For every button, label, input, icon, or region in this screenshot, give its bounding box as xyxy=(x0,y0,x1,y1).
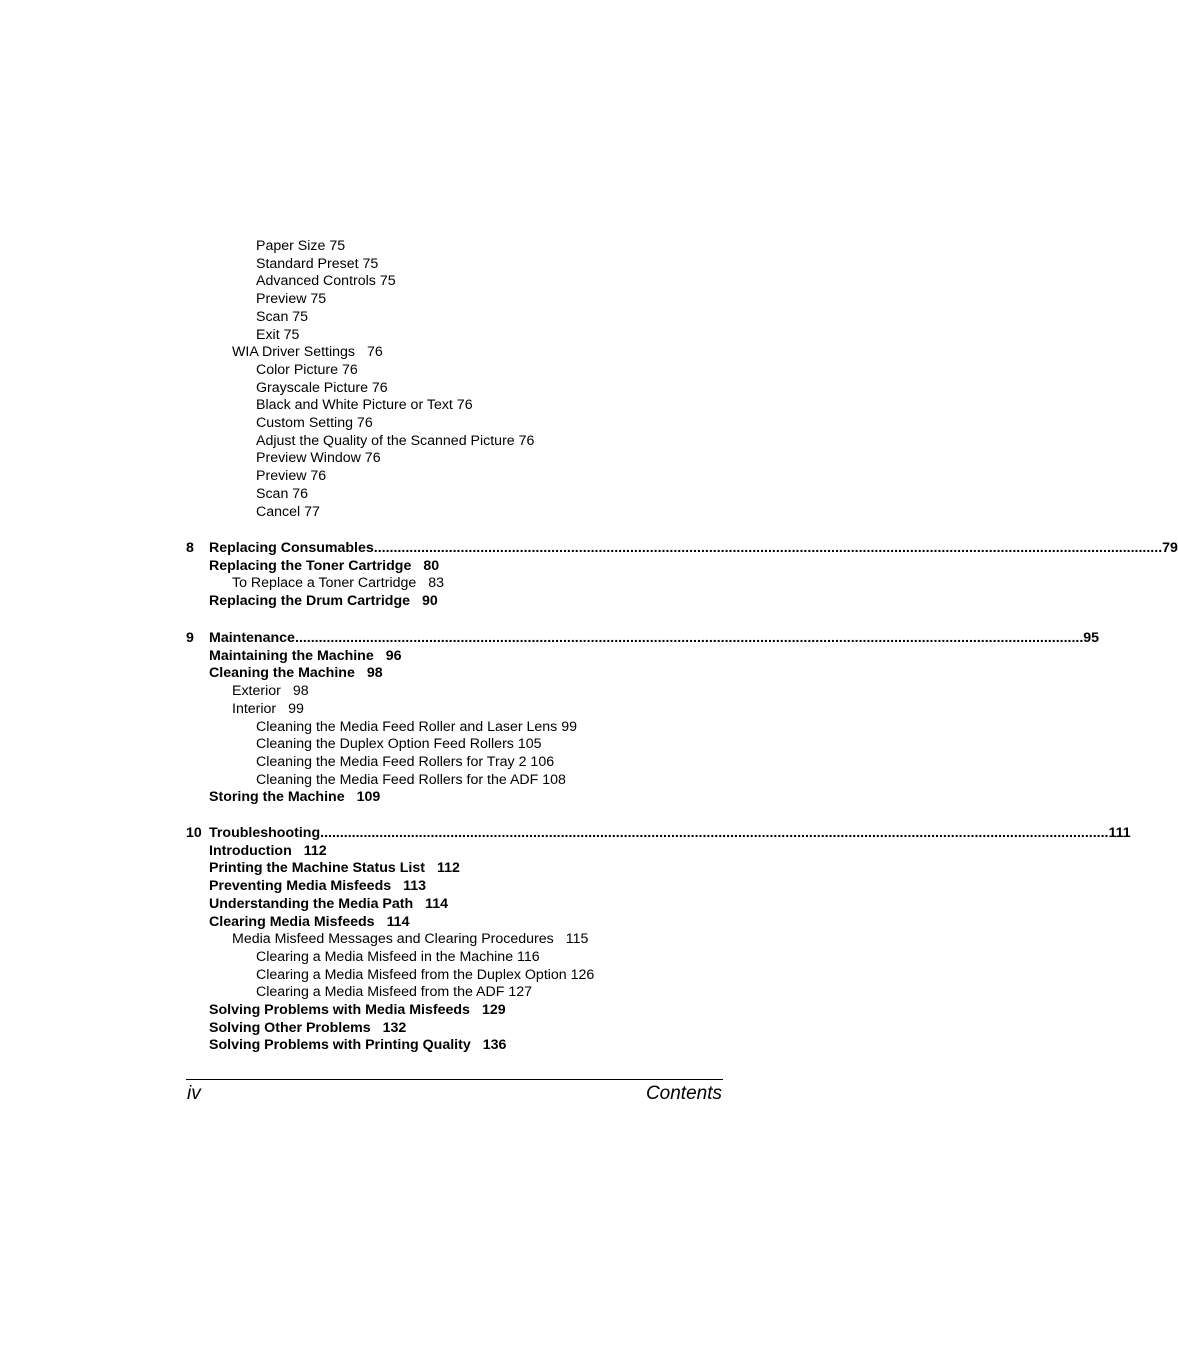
toc-section-entry[interactable] xyxy=(186,593,723,611)
toc-section-entry[interactable] xyxy=(186,1002,723,1020)
toc-entry-title: Grayscale Picture 76 xyxy=(256,379,388,396)
toc-subsubsection-entry[interactable] xyxy=(186,486,723,504)
toc-subsubsection-entry[interactable] xyxy=(186,309,723,327)
toc-entry-title: Solving Problems with Media Misfeeds xyxy=(209,1002,470,1018)
footer-section-title: Contents xyxy=(645,1083,722,1104)
toc-section-entry[interactable] xyxy=(186,896,723,914)
toc-subsubsection-entry[interactable] xyxy=(186,736,723,754)
toc-subsubsection-entry[interactable] xyxy=(186,504,723,522)
toc-subsubsection-entry[interactable] xyxy=(186,238,723,256)
toc-section-entry[interactable] xyxy=(186,914,723,932)
chapter-page: 79 xyxy=(1162,540,1178,556)
chapter-page: 95 xyxy=(1083,630,1100,646)
chapter-number: 8 xyxy=(186,540,194,556)
toc-subsubsection-entry[interactable] xyxy=(186,967,723,985)
toc-subsection-entry[interactable] xyxy=(186,931,723,949)
toc-entry-page: 98 xyxy=(366,665,383,682)
chapter-title: Replacing Consumables xyxy=(209,540,374,556)
toc-entry-page: 96 xyxy=(385,647,402,664)
toc-section-entry[interactable] xyxy=(186,860,723,878)
toc-entry-title: Printing the Machine Status List xyxy=(209,860,425,877)
toc-chapter-entry[interactable] xyxy=(186,540,1178,558)
toc-entry-title: Introduction xyxy=(209,842,292,859)
toc-entry-title: Advanced Controls 75 xyxy=(256,273,396,290)
toc-subsubsection-entry[interactable] xyxy=(186,433,723,451)
toc-entry-page: 76 xyxy=(367,344,383,361)
toc-entry-title: WIA Driver Settings xyxy=(232,344,355,361)
toc-entry-title: Cancel 77 xyxy=(256,503,320,520)
toc-chapter-entry[interactable] xyxy=(186,825,1131,843)
toc-entry-page: 115 xyxy=(565,931,589,948)
toc-entry-title: Scan 75 xyxy=(256,308,309,325)
toc-entry-title: Exterior xyxy=(232,683,281,700)
toc-subsubsection-entry[interactable] xyxy=(186,949,723,967)
dot-leader: ........................................................................................................................................................................................................ xyxy=(373,540,1163,556)
toc-entry-title: Black and White Picture or Text 76 xyxy=(256,397,473,414)
toc-entry-title: Media Misfeed Messages and Clearing Procedures xyxy=(232,931,554,948)
toc-entry-title: To Replace a Toner Cartridge xyxy=(232,575,417,592)
toc-entry-title: Storing the Machine xyxy=(209,789,345,806)
chapter-number: 9 xyxy=(186,630,194,646)
toc-section-entry[interactable] xyxy=(186,558,723,576)
dot-leader: ........................................................................................................................................................................................................ xyxy=(320,825,1109,841)
toc-entry-title: Cleaning the Duplex Option Feed Rollers 105 xyxy=(256,736,542,753)
toc-entry-title: Paper Size 75 xyxy=(256,238,346,254)
toc-subsubsection-entry[interactable] xyxy=(186,772,723,790)
toc-entry-page: 99 xyxy=(288,700,304,717)
toc-entry-title: Understanding the Media Path xyxy=(209,895,414,912)
chapter-number: 10 xyxy=(186,825,202,841)
toc-entry-title: Clearing Media Misfeeds xyxy=(209,913,375,930)
toc-subsection-entry[interactable] xyxy=(186,701,723,719)
footer-page-number: iv xyxy=(187,1083,201,1104)
toc-subsubsection-entry[interactable] xyxy=(186,380,723,398)
toc-section-entry[interactable] xyxy=(186,648,723,666)
toc-subsection-entry[interactable] xyxy=(186,344,723,362)
toc-subsubsection-entry[interactable] xyxy=(186,362,723,380)
toc-entry-title: Preview Window 76 xyxy=(256,450,381,467)
toc-entry-title: Preview 76 xyxy=(256,468,327,485)
toc-entry-title: Preview 75 xyxy=(256,291,327,308)
toc-section-entry[interactable] xyxy=(186,1020,723,1038)
toc-subsection-entry[interactable] xyxy=(186,683,723,701)
toc-entry-title: Solving Problems with Printing Quality xyxy=(209,1037,471,1054)
toc-entry-title: Exit 75 xyxy=(256,326,300,343)
toc-entry-title: Color Picture 76 xyxy=(256,361,358,378)
toc-section-entry[interactable] xyxy=(186,1037,723,1055)
toc-entry-page: 112 xyxy=(437,860,460,877)
toc-entry-title: Solving Other Problems xyxy=(209,1019,371,1036)
chapter-title: Maintenance xyxy=(209,630,295,646)
toc-section-entry[interactable] xyxy=(186,665,723,683)
toc-entry-title: Scan 76 xyxy=(256,485,309,502)
toc-entry-title: Clearing a Media Misfeed from the ADF 127 xyxy=(256,984,532,1001)
toc-entry-title: Standard Preset 75 xyxy=(256,255,379,272)
toc-subsubsection-entry[interactable] xyxy=(186,415,723,433)
toc-entry-page: 83 xyxy=(428,575,445,592)
toc-entry-page: 136 xyxy=(482,1037,507,1054)
toc-entry-page: 114 xyxy=(425,895,449,912)
toc-section-entry[interactable] xyxy=(186,843,723,861)
toc-entry-page: 109 xyxy=(356,789,381,806)
toc-subsubsection-entry[interactable] xyxy=(186,273,723,291)
toc-subsubsection-entry[interactable] xyxy=(186,397,723,415)
toc-entry-page: 132 xyxy=(382,1019,407,1036)
toc-entry-title: Interior xyxy=(232,700,277,717)
toc-entry-title: Cleaning the Media Feed Rollers for the ADF 108 xyxy=(256,771,566,788)
toc-entry-page: 113 xyxy=(403,878,427,895)
toc-subsubsection-entry[interactable] xyxy=(186,719,723,737)
toc-subsubsection-entry[interactable] xyxy=(186,754,723,772)
toc-entry-page: 90 xyxy=(422,593,438,610)
toc-subsubsection-entry[interactable] xyxy=(186,468,723,486)
toc-subsubsection-entry[interactable] xyxy=(186,327,723,345)
toc-section-entry[interactable] xyxy=(186,789,723,807)
toc-chapter-entry[interactable] xyxy=(186,630,1100,648)
toc-entry-title: Cleaning the Machine xyxy=(209,665,355,682)
toc-entry-title: Preventing Media Misfeeds xyxy=(209,878,392,895)
toc-entry-page: 98 xyxy=(292,683,309,700)
toc-entry-title: Replacing the Drum Cartridge xyxy=(209,593,411,610)
toc-entry-title: Custom Setting 76 xyxy=(256,415,373,431)
toc-entry-page: 114 xyxy=(386,913,410,930)
footer-divider xyxy=(186,1079,723,1080)
toc-entry-title: Clearing a Media Misfeed in the Machine 116 xyxy=(256,948,540,965)
chapter-title: Troubleshooting xyxy=(209,825,321,841)
toc-subsection-entry[interactable] xyxy=(186,575,723,593)
toc-entry-page: 129 xyxy=(481,1002,506,1018)
toc-entry-title: Maintaining the Machine xyxy=(209,647,374,664)
toc-entry-title: Clearing a Media Misfeed from the Duplex Option 126 xyxy=(256,966,595,983)
toc-entry-page: 80 xyxy=(423,557,440,574)
toc-entry-title: Cleaning the Media Feed Rollers for Tray 2 106 xyxy=(256,753,555,770)
toc-section-entry[interactable] xyxy=(186,878,723,896)
toc-subsubsection-entry[interactable] xyxy=(186,256,723,274)
toc-subsubsection-entry[interactable] xyxy=(186,984,723,1002)
toc-entry-page: 112 xyxy=(303,842,327,859)
toc-subsubsection-entry[interactable] xyxy=(186,450,723,468)
chapter-page: 111 xyxy=(1108,825,1131,841)
dot-leader: ........................................................................................................................................................................................................ xyxy=(294,630,1084,646)
toc-entry-title: Replacing the Toner Cartridge xyxy=(209,557,412,574)
toc-entry-title: Cleaning the Media Feed Roller and Laser Lens 99 xyxy=(256,718,577,735)
toc-entry-title: Adjust the Quality of the Scanned Picture 76 xyxy=(256,432,535,449)
toc-subsubsection-entry[interactable] xyxy=(186,291,723,309)
